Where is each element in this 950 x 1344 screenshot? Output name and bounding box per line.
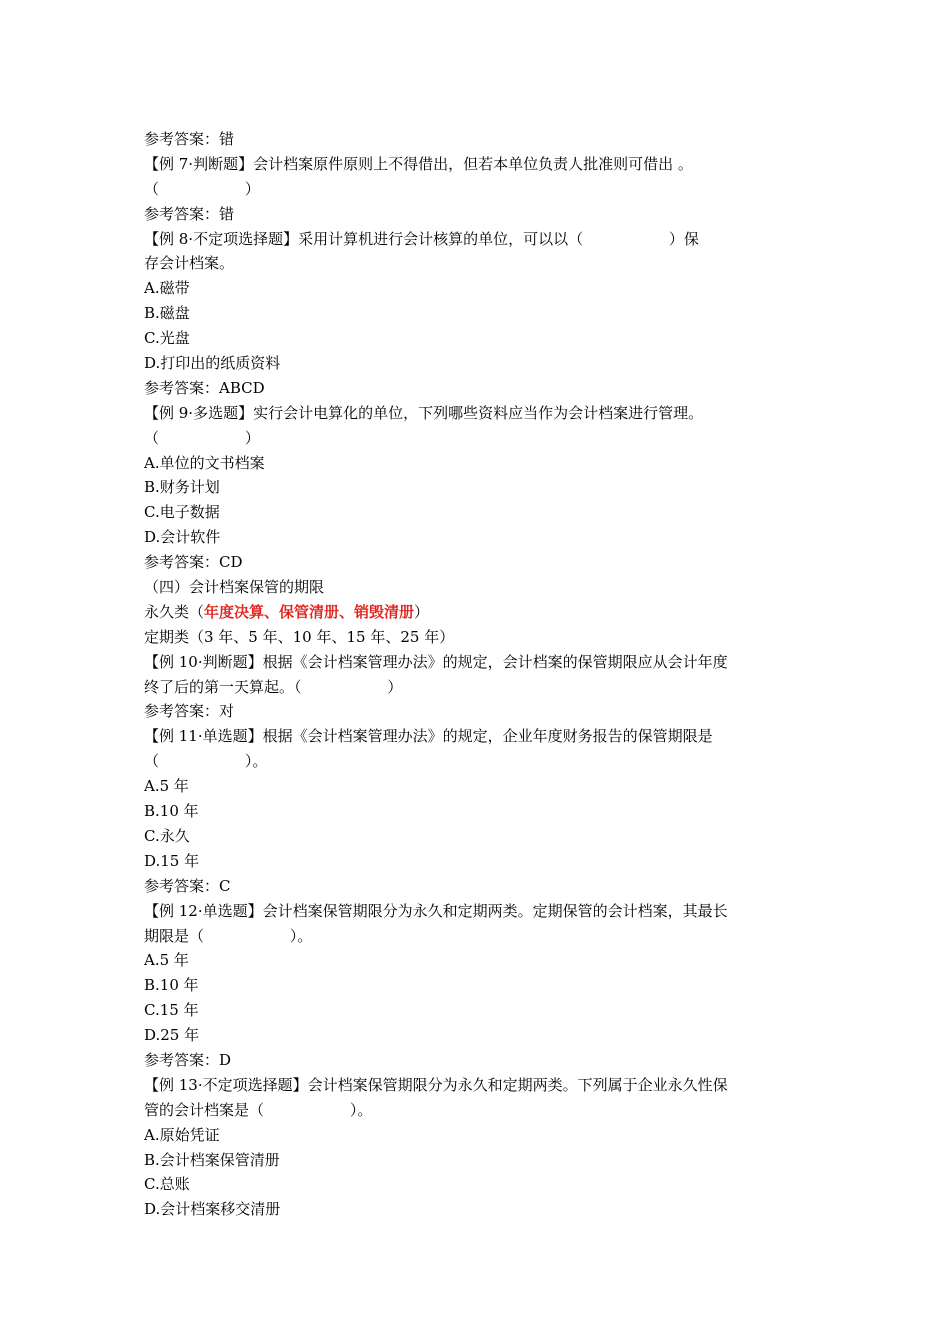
text-line <box>144 749 814 774</box>
text-line <box>144 724 814 749</box>
text-line <box>144 251 814 276</box>
text-line <box>144 600 814 625</box>
line-text: （四）会计档案保管的期限 <box>144 578 325 597</box>
text-line <box>144 426 814 451</box>
text-line <box>144 849 814 874</box>
highlighted-text: 年度决算、保管清册、销毁清册 <box>204 602 415 621</box>
text-line <box>144 575 814 600</box>
line-text: 终了后的第一天算起。（ ） <box>144 677 403 696</box>
line-text: 参考答案：错 <box>144 204 235 223</box>
text-line <box>144 948 814 973</box>
line-text: 管的会计档案是（ ）。 <box>144 1100 373 1119</box>
text-line <box>144 1148 814 1173</box>
text-line <box>144 401 814 426</box>
line-text: D.25 年 <box>144 1026 200 1045</box>
text-line <box>144 451 814 476</box>
text-line <box>144 625 814 650</box>
line-text: C.永久 <box>144 826 190 845</box>
line-text: 【例 12·单选题】会计档案保管期限分为永久和定期两类。定期保管的会计档案，其最长 <box>144 901 728 920</box>
line-text: B.10 年 <box>144 976 199 995</box>
text-line <box>144 799 814 824</box>
text-line <box>144 301 814 326</box>
line-text: 参考答案：CD <box>144 553 243 572</box>
line-text: D.会计档案移交清册 <box>144 1200 281 1219</box>
line-text: 期限是（ ）。 <box>144 926 313 945</box>
line-text: C.总账 <box>144 1175 190 1194</box>
line-text: B.财务计划 <box>144 478 220 497</box>
line-text: C.电子数据 <box>144 503 220 522</box>
line-text: B.会计档案保管清册 <box>144 1150 280 1169</box>
line-text: 参考答案：ABCD <box>144 378 265 397</box>
line-text: 参考答案：对 <box>144 702 235 721</box>
line-text: D.打印出的纸质资料 <box>144 354 281 373</box>
line-text: A.原始凭证 <box>144 1125 220 1144</box>
line-text: B.10 年 <box>144 802 199 821</box>
text-line <box>144 874 814 899</box>
text-line <box>144 525 814 550</box>
line-text: 【例 8·不定项选择题】采用计算机进行会计核算的单位，可以以（ ）保 <box>144 229 699 248</box>
line-text: 参考答案：C <box>144 876 231 895</box>
line-text: 【例 7·判断题】会计档案原件原则上不得借出，但若本单位负责人批准则可借出 。 <box>144 154 693 173</box>
line-text: 【例 10·判断题】根据《会计档案管理办法》的规定，会计档案的保管期限应从会计年度 <box>144 652 728 671</box>
line-text: 存会计档案。 <box>144 254 235 273</box>
text-line <box>144 152 814 177</box>
text-line <box>144 774 814 799</box>
text-line <box>144 475 814 500</box>
text-line <box>144 1073 814 1098</box>
text-line <box>144 202 814 227</box>
line-text: （ ）。 <box>144 752 268 771</box>
line-text: （ ） <box>144 179 260 198</box>
text-line <box>144 227 814 252</box>
text-line <box>144 1098 814 1123</box>
line-text: A.单位的文书档案 <box>144 453 265 472</box>
text-line <box>144 650 814 675</box>
line-text: 【例 13·不定项选择题】会计档案保管期限分为永久和定期两类。下列属于企业永久性保 <box>144 1075 728 1094</box>
line-text: A.5 年 <box>144 777 189 796</box>
line-text: C.15 年 <box>144 1001 199 1020</box>
text-line <box>144 924 814 949</box>
text-line <box>144 899 814 924</box>
text-line <box>144 1172 814 1197</box>
text-line <box>144 1048 814 1073</box>
line-text: 永久类（ <box>144 602 205 621</box>
line-text: A.5 年 <box>144 951 189 970</box>
line-text: D.15 年 <box>144 851 200 870</box>
text-line <box>144 550 814 575</box>
line-text: C.光盘 <box>144 329 190 348</box>
line-text: A.磁带 <box>144 279 190 298</box>
line-text: 定期类（3 年、5 年、10 年、15 年、25 年） <box>144 627 455 646</box>
text-line <box>144 699 814 724</box>
text-line <box>144 276 814 301</box>
line-text: 【例 11·单选题】根据《会计档案管理办法》的规定，企业年度财务报告的保管期限是 <box>144 727 713 746</box>
document-page <box>144 127 814 1222</box>
line-text: （ ） <box>144 428 260 447</box>
line-text: 【例 9·多选题】实行会计电算化的单位，下列哪些资料应当作为会计档案进行管理。 <box>144 403 704 422</box>
text-line <box>144 1197 814 1222</box>
line-text: B.磁盘 <box>144 304 190 323</box>
text-line <box>144 177 814 202</box>
text-line <box>144 998 814 1023</box>
line-text: 参考答案：D <box>144 1050 232 1069</box>
text-line <box>144 326 814 351</box>
text-line <box>144 973 814 998</box>
line-text-tail: ） <box>414 602 430 621</box>
text-line <box>144 675 814 700</box>
text-line <box>144 351 814 376</box>
line-text: D.会计软件 <box>144 528 221 547</box>
text-line <box>144 1123 814 1148</box>
text-line <box>144 500 814 525</box>
text-line <box>144 1023 814 1048</box>
line-text: 参考答案：错 <box>144 130 235 148</box>
text-line <box>144 376 814 401</box>
text-line <box>144 127 814 152</box>
text-line <box>144 824 814 849</box>
